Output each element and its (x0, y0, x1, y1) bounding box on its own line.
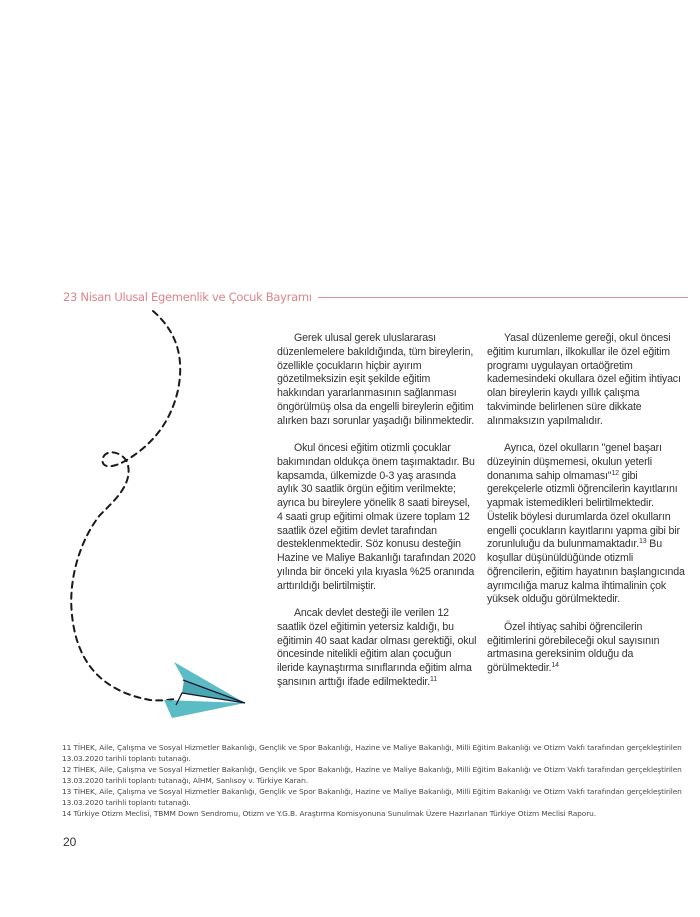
footnote-ref[interactable]: 14 (551, 662, 559, 669)
page-number: 20 (63, 835, 77, 849)
footnote-ref[interactable]: 13 (639, 538, 647, 546)
footnote-13: 13 TİHEK, Aile, Çalışma ve Sosyal Hizmetler Bakanlığı, Gençlik ve Spor Bakanlığı, Hazine ve Maliye Bakanlığı, Milli Eğitim Bakanlığı ve Otizm Vakfı tarafından gerçekleştirilen 13.03.2020 tarihli toplantı tutanağı. (62, 787, 682, 807)
paragraph: Ayrıca, özel okulların "genel başarı düzeyinin düşmemesi, okulun yeterli donanıma sahip olmaması"$^{12}$ gibi gerekçelerle otizmli öğrencilerin kayıtlarını yapmak istemedikleri belirtilmektedir. Üstelik böylesi durumlarda özel okulların engelli çocukların kayıtlarını yapma gibi bir zorunluluğu da bulunmamaktadır.$^{13}$ Bu koşullar düşünüldüğünde otizmli öğrencilerin, eğitim hayatının başlangıcında ayrımcılığa maruz kalma ihtimalinin çok yüksek olduğu görülmektedir. (487, 442, 685, 606)
footnote-ref[interactable]: 11 (430, 675, 437, 683)
footnote-14: 14 Türkiye Otizm Meclisi, TBMM Down Sendromu, Otizm ve Y.G.B. Araştırma Komisyonuna Sunulmak Üzere Hazırlanan Türkiye Otizm Meclisi Raporu. (62, 809, 596, 818)
left-text-column (277, 332, 477, 703)
footnote-11: 11 TİHEK, Aile, Çalışma ve Sosyal Hizmetler Bakanlığı, Gençlik ve Spor Bakanlığı, Hazine ve Maliye Bakanlığı, Milli Eğitim Bakanlığı ve Otizm Vakfı tarafından gerçekleştirilen 13.03.2020 tarihli toplantı tutanağı. (62, 743, 682, 763)
paragraph: Ancak devlet desteği ile verilen 12 saatlik özel eğitimin yetersiz kaldığı, bu eğitimin 40 saat kadar olması gerektiği, okul öncesinde nitelikli eğitim alan çocuğun ileride kaynaştırma sınıflarında eğitim alma şansının arttığı ifade edilmektedir.$^{11}$ (277, 607, 477, 688)
section-title: 23 Nisan Ulusal Egemenlik ve Çocuk Bayramı (63, 290, 312, 304)
dashed-flight-path (71, 311, 180, 700)
paragraph: Gerek ulusal gerek uluslararası düzenlemelere bakıldığında, tüm bireylerin, özellikle çocukların hiçbir ayırım gözetilmeksizin eşit şekilde eğitim hakkından yararlanmasının sağlanması öngörülmüş olsa da engelli bireylerin eğitim alırken bazı sorunlar yaşadığı bilinmektedir. (277, 332, 474, 427)
footnote-12: 12 TİHEK, Aile, Çalışma ve Sosyal Hizmetler Bakanlığı, Gençlik ve Spor Bakanlığı, Hazine ve Maliye Bakanlığı, Milli Eğitim Bakanlığı ve Otizm Vakfı tarafından gerçekleştirilen 13.03.2020 tarihli toplantı tutanağı, AİHM, Sanlısoy v. Türkiye Kararı. (62, 765, 682, 785)
footnotes (62, 742, 692, 819)
paragraph: Yasal düzenleme gereği, okul öncesi eğitim kurumları, ilkokullar ile özel eğitim programı uygulayan ortaöğretim kademesindeki okullara özel eğitim ihtiyacı olan bireylerin kaydı yıllık çalışma takviminde belirlenen süre dikkate alınmaksızın yapılmalıdır. (487, 332, 681, 427)
paper-plane-icon (164, 662, 245, 718)
paragraph: Özel ihtiyaç sahibi öğrencilerin eğitimlerini görebileceği okul sayısının artmasına gereksinim olduğu da görülmektedir.$^{14}$ (487, 620, 660, 674)
right-text-column (487, 332, 687, 690)
footnote-ref[interactable]: 12 (611, 469, 619, 477)
paragraph: Okul öncesi eğitim otizmli çocuklar bakımından oldukça önem taşımaktadır. Bu kapsamda, ülkemizde 0-3 yaş arasında aylık 30 saatlik örgün eğitim verilmekte; ayrıca bu bireylere yönelik 8 saati bireysel, 4 saati grup eğitimi olmak üzere toplam 12 saatlik özel eğitim devlet tarafından desteklenmektedir. Söz konusu desteğin Hazine ve Maliye Bakanlığı tarafından 2020 yılında bir önceki yıla kıyasla %25 oranında arttırıldığı belirtilmiştir. (277, 442, 476, 592)
